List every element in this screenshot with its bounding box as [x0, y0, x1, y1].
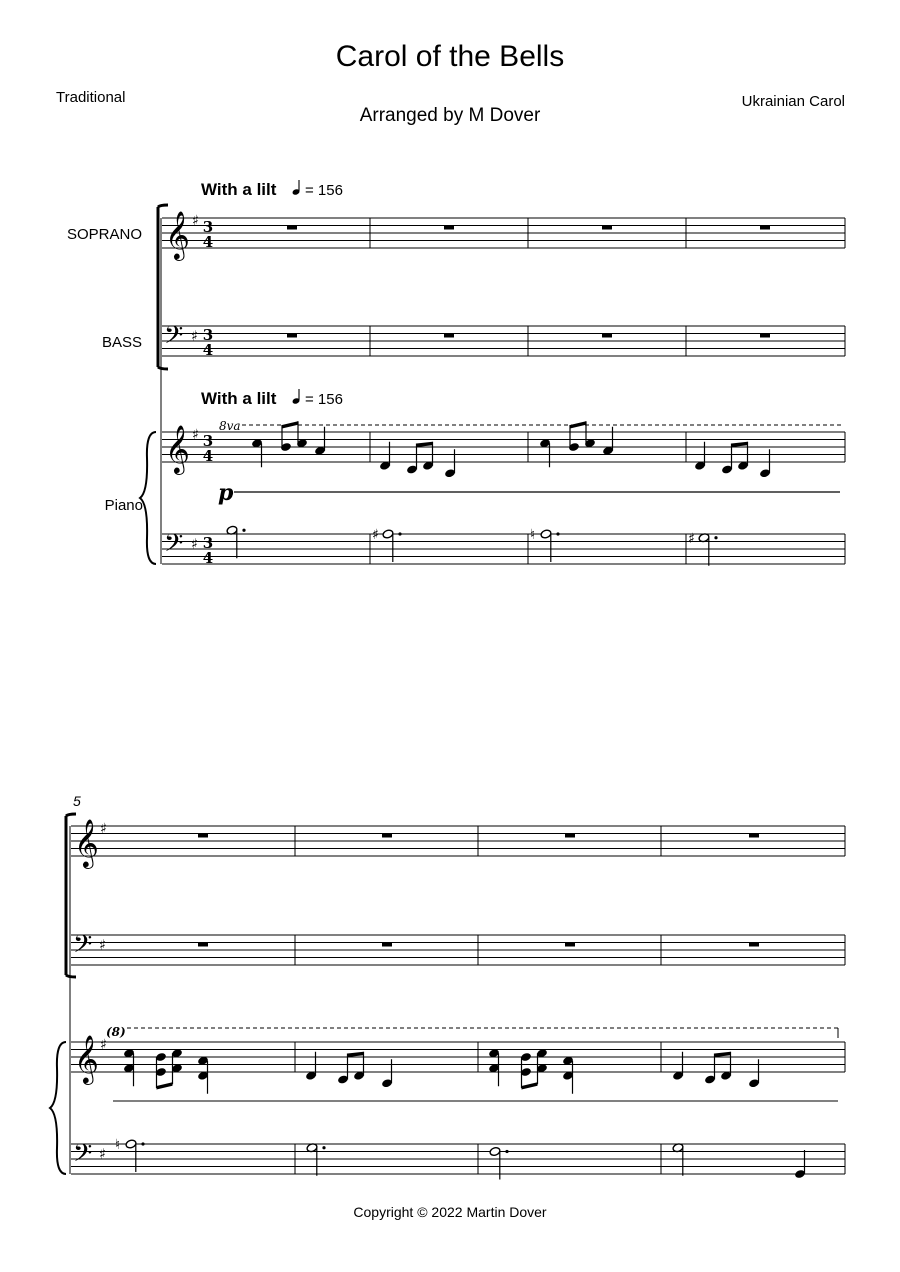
- whole-rest: [602, 334, 612, 338]
- beam: [417, 442, 433, 447]
- staves: [71, 218, 845, 1174]
- sharp: ♯: [100, 1037, 107, 1053]
- beam: [715, 1052, 731, 1057]
- whole-rest: [760, 226, 770, 230]
- beam: [522, 1082, 538, 1089]
- right-credit: Ukrainian Carol: [741, 93, 845, 110]
- sharp: ♯: [99, 1146, 106, 1163]
- whole-rest: [749, 943, 759, 947]
- staff: [162, 326, 845, 356]
- beam: [282, 421, 298, 428]
- accidental: ♯: [372, 527, 379, 543]
- time-sig-top: 3: [202, 432, 214, 450]
- page-title: Carol of the Bells: [335, 40, 565, 73]
- sharp: ♯: [100, 821, 107, 837]
- notation: [50, 205, 806, 1180]
- piano-label: Piano: [104, 497, 143, 514]
- treble-clef: 𝄞: [165, 424, 190, 473]
- whole-rest: [198, 943, 208, 947]
- whole-rest: [444, 226, 454, 230]
- notehead: [489, 1146, 501, 1156]
- sharp: ♯: [191, 536, 198, 553]
- tempo-text: With a lilt: [201, 180, 277, 199]
- whole-rest: [444, 334, 454, 338]
- dot: [714, 536, 717, 539]
- whole-rest: [760, 334, 770, 338]
- time-sig-bottom: 4: [202, 549, 214, 567]
- sharp: ♯: [191, 328, 198, 345]
- bass-clef: 𝄢: [164, 321, 184, 356]
- dot: [141, 1142, 144, 1145]
- whole-rest: [602, 226, 612, 230]
- staff: [71, 1144, 845, 1174]
- tempo-value: = 156: [305, 182, 343, 199]
- dot: [398, 532, 401, 535]
- dot: [242, 529, 245, 532]
- beam: [157, 1082, 173, 1089]
- tempo-marking: [201, 180, 343, 199]
- ottava-continued: (8): [106, 1025, 126, 1039]
- tempo-text: With a lilt: [201, 389, 277, 408]
- whole-rest: [382, 834, 392, 838]
- tempo-value: = 156: [305, 391, 343, 408]
- copyright: Copyright © 2022 Martin Dover: [353, 1204, 547, 1220]
- staff: [71, 826, 845, 856]
- staff: [162, 534, 845, 564]
- tempo-marking-piano: [201, 389, 343, 408]
- arranger-credit: Arranged by M Dover: [359, 105, 541, 126]
- whole-rest: [565, 943, 575, 947]
- dot: [322, 1146, 325, 1149]
- beam: [348, 1052, 364, 1057]
- left-credit: Traditional: [56, 89, 126, 106]
- accidental: ♮: [530, 527, 536, 543]
- bass-label: BASS: [101, 334, 142, 351]
- sharp: ♯: [192, 427, 199, 443]
- treble-clef: 𝄞: [165, 210, 190, 259]
- treble-clef: 𝄞: [74, 1034, 99, 1083]
- treble-clef: 𝄞: [74, 818, 99, 867]
- piano-brace: [50, 1042, 66, 1174]
- time-sig-top: 3: [202, 218, 214, 236]
- whole-rest: [565, 834, 575, 838]
- whole-rest: [287, 334, 297, 338]
- notehead: [125, 1139, 137, 1149]
- time-sig-bottom: 4: [202, 233, 214, 251]
- time-sig-top: 3: [202, 326, 214, 344]
- staff: [71, 1042, 845, 1072]
- accidental: ♮: [115, 1137, 121, 1153]
- notehead: [382, 529, 394, 539]
- staff: [162, 218, 845, 248]
- time-sig-bottom: 4: [202, 447, 214, 465]
- notehead: [540, 529, 552, 539]
- sharp: ♯: [99, 937, 106, 954]
- staff: [162, 432, 845, 462]
- bass-clef: 𝄢: [73, 1139, 93, 1174]
- whole-rest: [749, 834, 759, 838]
- time-sig-top: 3: [202, 534, 214, 552]
- beam: [570, 421, 586, 428]
- bar-number: 5: [73, 793, 81, 809]
- time-sig-bottom: 4: [202, 341, 214, 359]
- bass-clef: 𝄢: [73, 930, 93, 965]
- dot: [505, 1150, 508, 1153]
- dot: [556, 532, 559, 535]
- whole-rest: [198, 834, 208, 838]
- dynamic-marking: p: [218, 480, 234, 506]
- soprano-label: SOPRANO: [66, 226, 142, 243]
- accidental: ♯: [688, 530, 695, 547]
- ottava-mark: 8va: [219, 419, 241, 433]
- whole-rest: [287, 226, 297, 230]
- whole-rest: [382, 943, 392, 947]
- staff: [71, 935, 845, 965]
- sharp: ♯: [192, 213, 199, 229]
- bass-clef: 𝄢: [164, 529, 184, 564]
- beam: [732, 442, 748, 447]
